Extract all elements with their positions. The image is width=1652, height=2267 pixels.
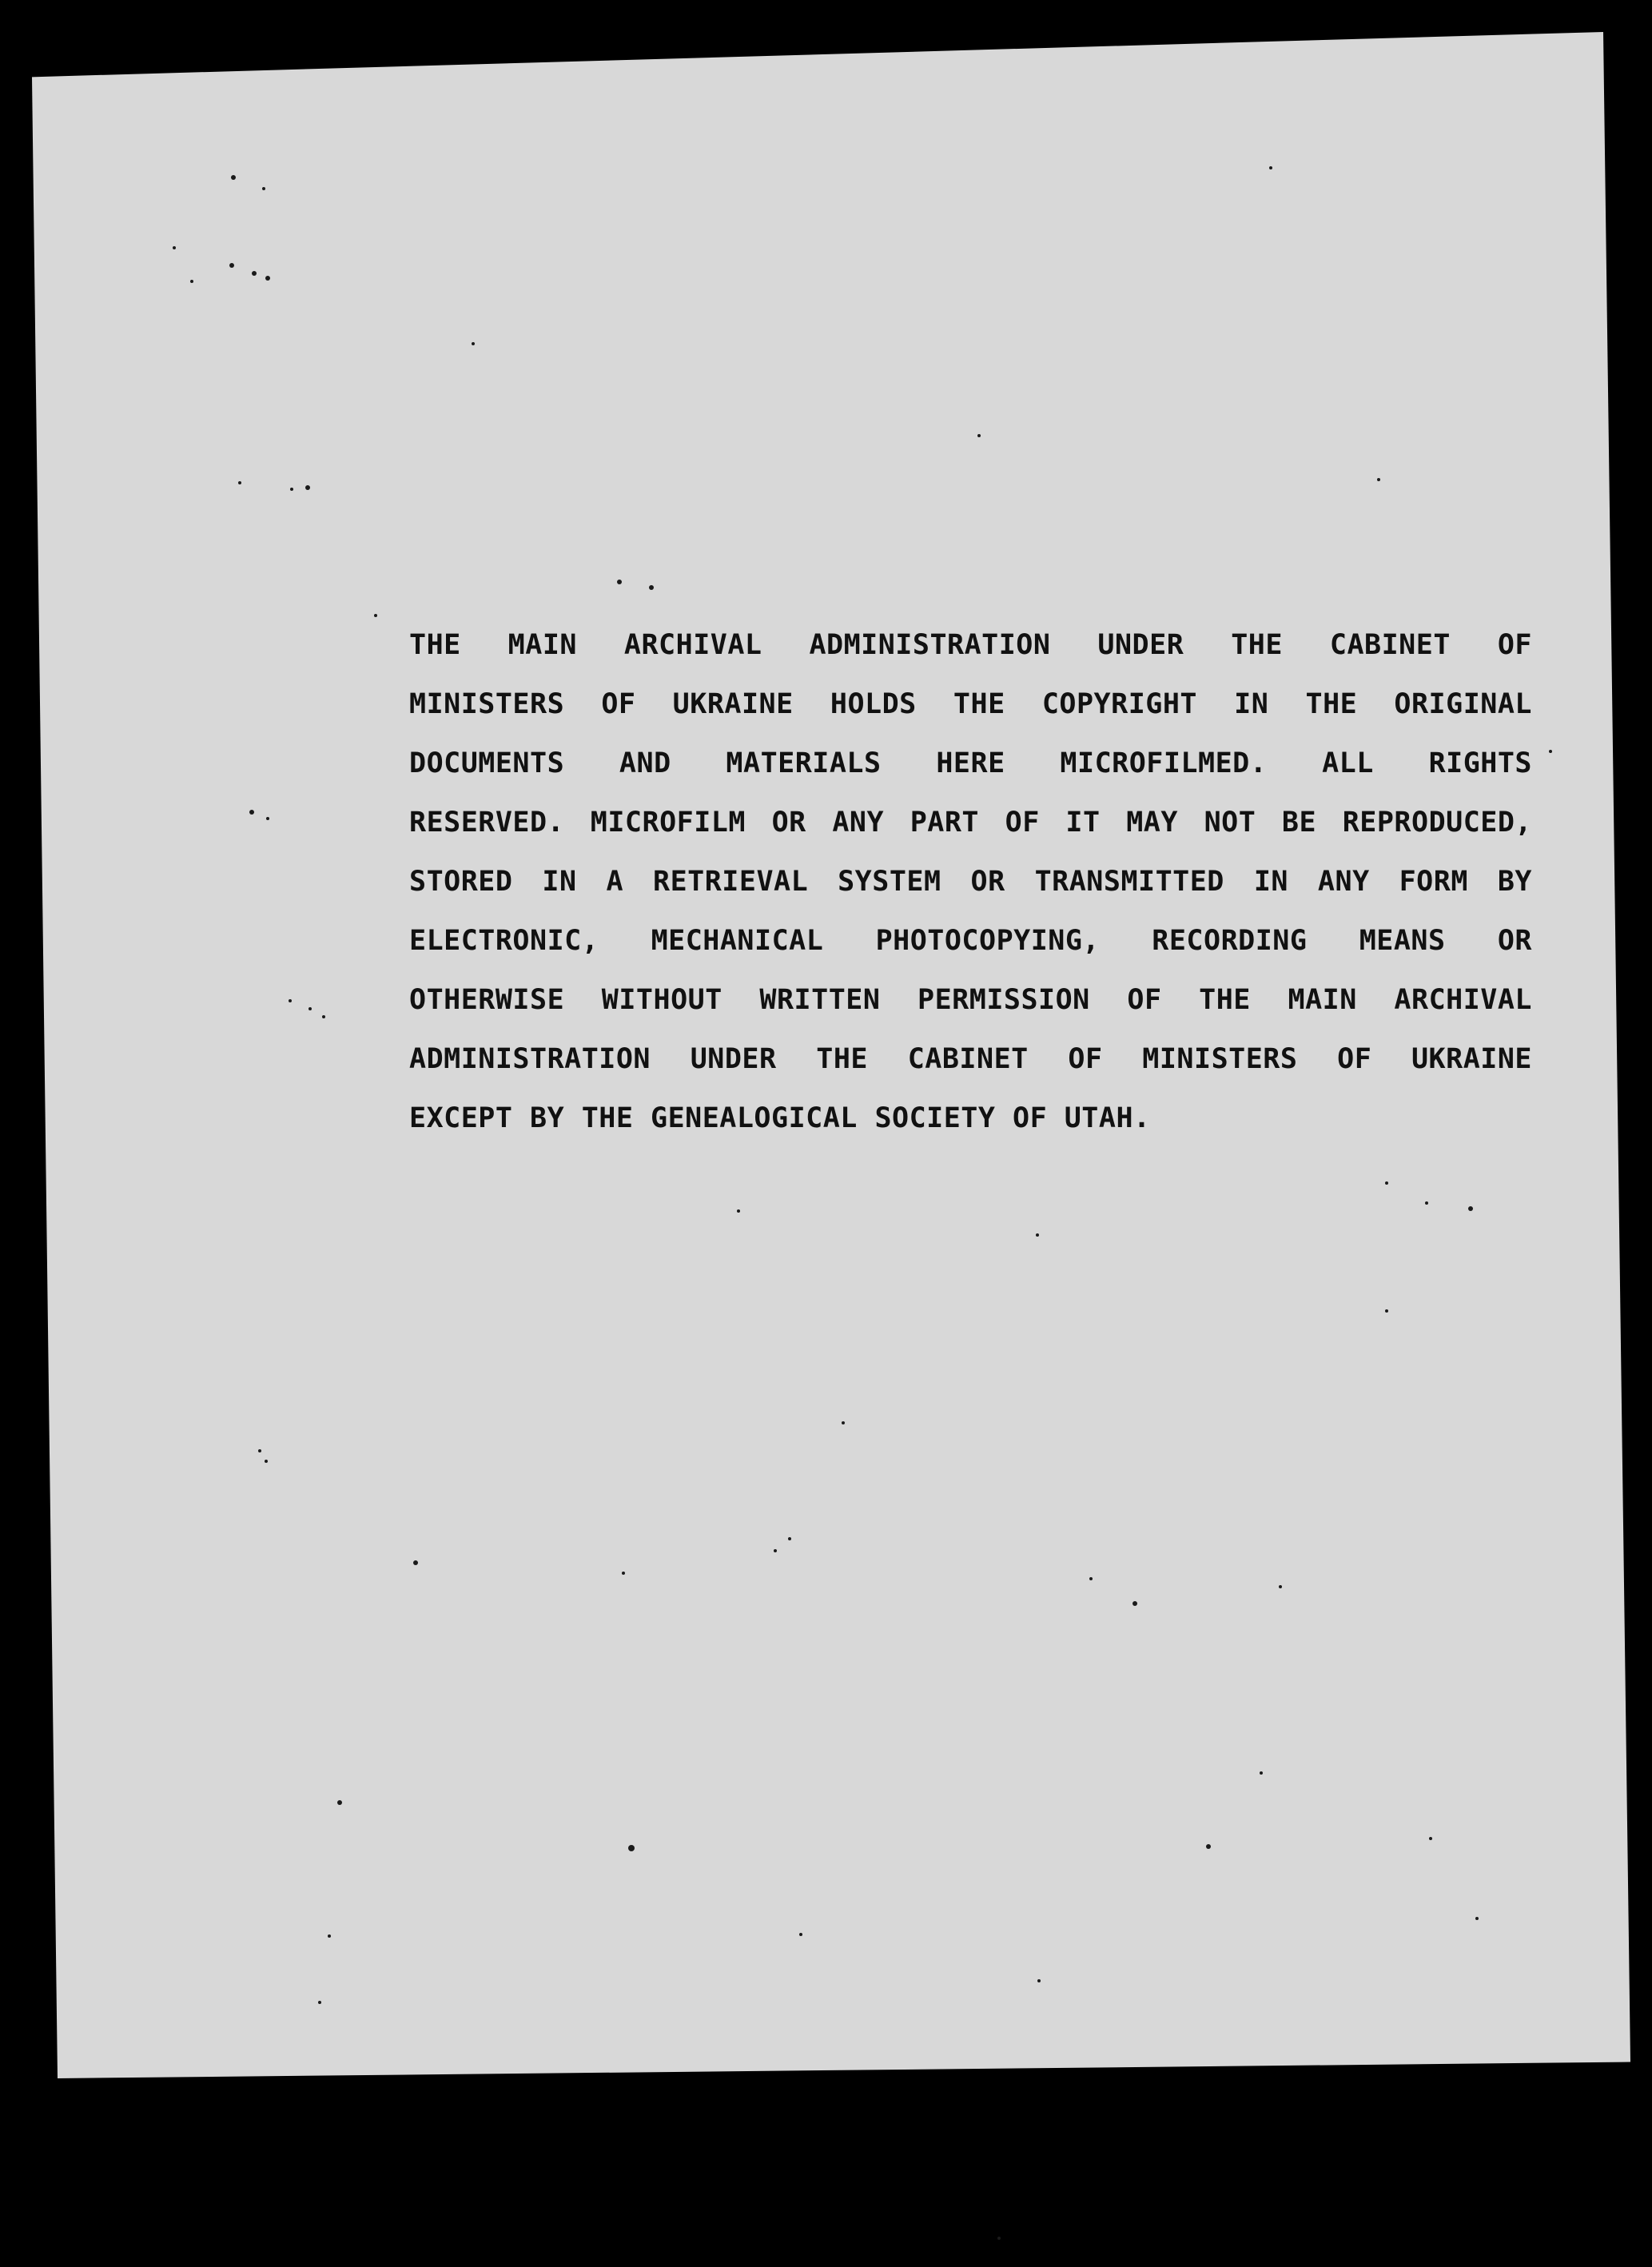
notice-line: ADMINISTRATION UNDER THE CABINET OF MINISTERS OF UKRAINE bbox=[409, 1043, 1532, 1075]
notice-line: EXCEPT BY THE GENEALOGICAL SOCIETY OF UTAH. bbox=[409, 1102, 1151, 1134]
notice-line: ELECTRONIC, MECHANICAL PHOTOCOPYING, RECORDING MEANS OR bbox=[409, 925, 1532, 957]
copyright-notice bbox=[409, 616, 1532, 1148]
notice-line: OTHERWISE WITHOUT WRITTEN PERMISSION OF THE MAIN ARCHIVAL bbox=[409, 984, 1532, 1016]
notice-line: MINISTERS OF UKRAINE HOLDS THE COPYRIGHT IN THE ORIGINAL bbox=[409, 688, 1532, 720]
notice-line: THE MAIN ARCHIVAL ADMINISTRATION UNDER THE CABINET OF bbox=[409, 629, 1532, 661]
notice-line: RESERVED. MICROFILM OR ANY PART OF IT MAY NOT BE REPRODUCED, bbox=[409, 807, 1532, 839]
notice-line: STORED IN A RETRIEVAL SYSTEM OR TRANSMITTED IN ANY FORM BY bbox=[409, 866, 1532, 898]
notice-line: DOCUMENTS AND MATERIALS HERE MICROFILMED. ALL RIGHTS bbox=[409, 747, 1532, 779]
